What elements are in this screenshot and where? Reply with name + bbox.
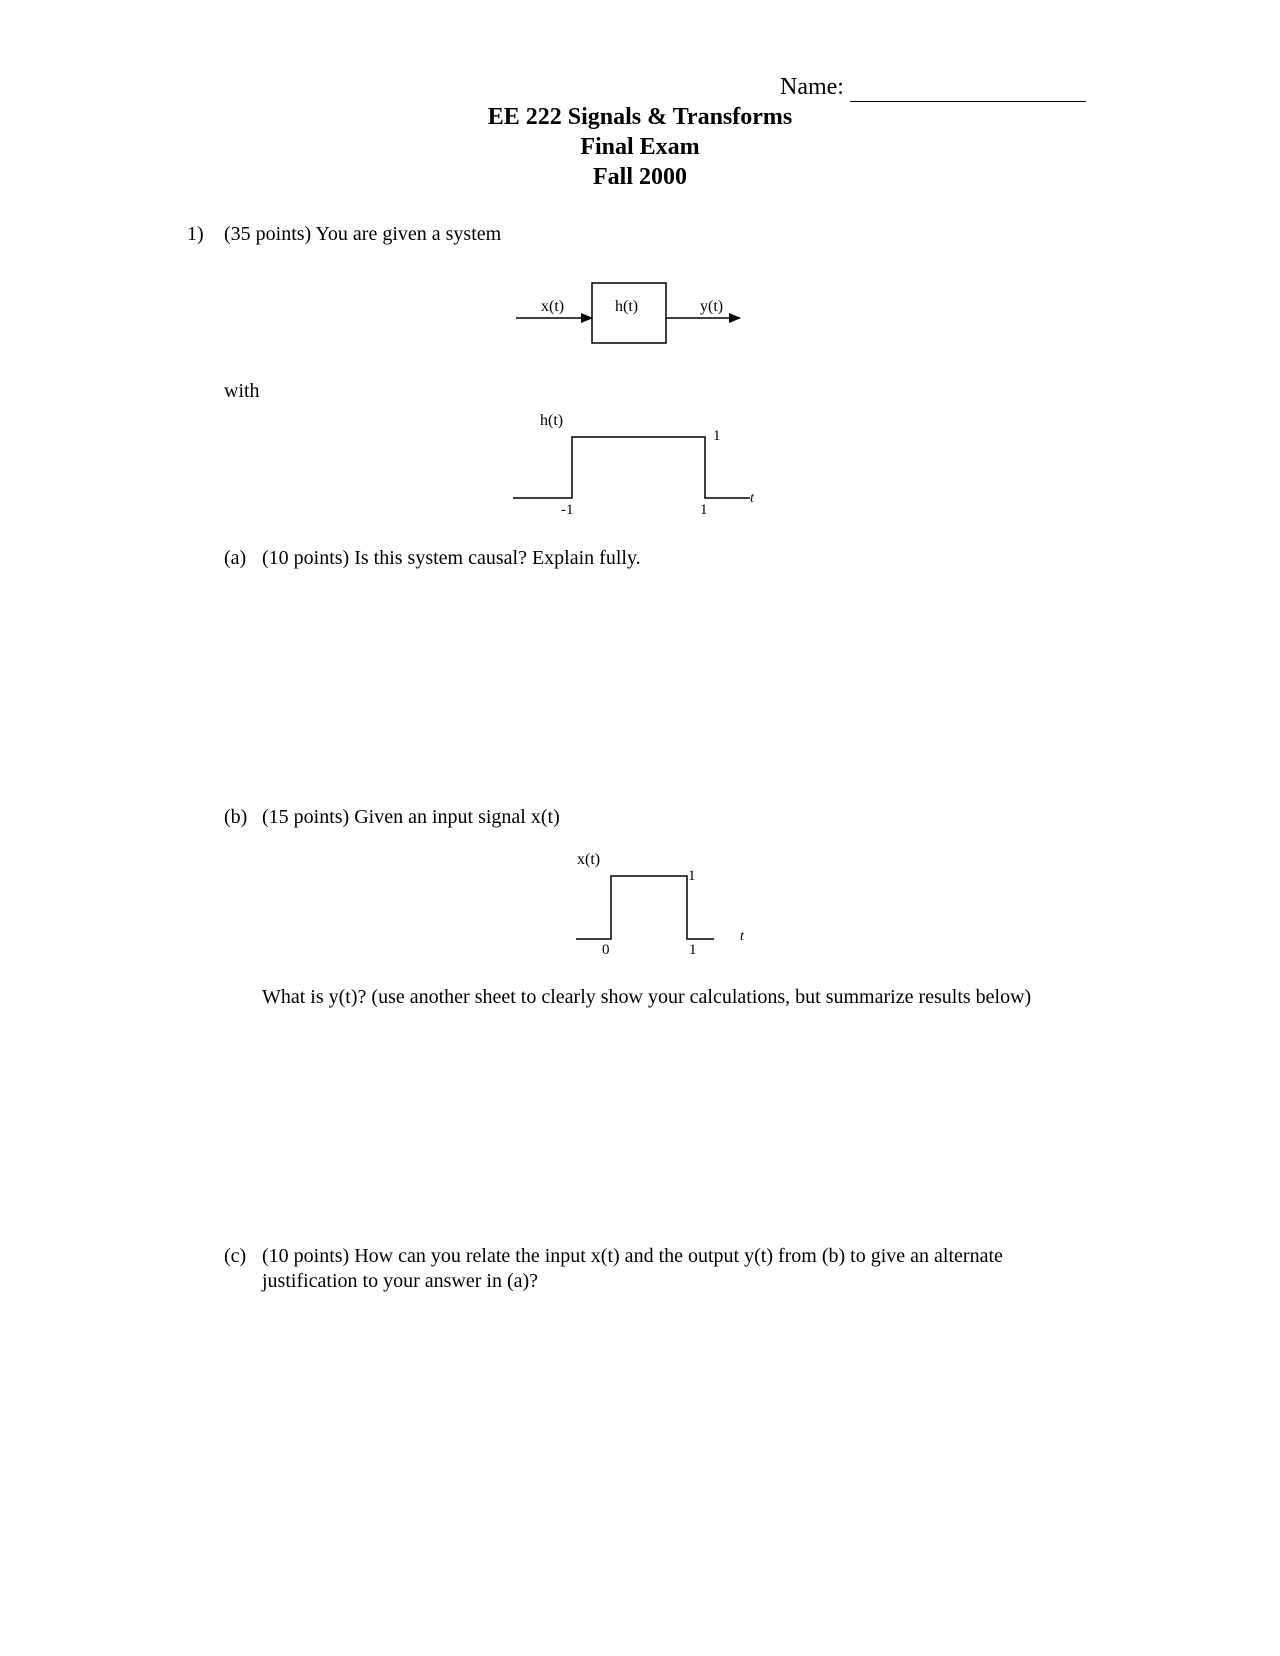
part-a-label: (a)	[224, 547, 247, 569]
part-b-followup: What is y(t)? (use another sheet to clearly show your calculations, but summarize results below)	[262, 986, 1032, 1008]
output-label: y(t)	[700, 298, 724, 315]
x-axis-label: t	[740, 929, 744, 944]
part-c-line2: justification to your answer in (a)?	[262, 1270, 539, 1292]
question-number: 1)	[187, 223, 204, 245]
x-tick-right: 1	[689, 942, 697, 958]
h-tick-right: 1	[700, 502, 708, 518]
exam-subtitle: Final Exam	[580, 134, 700, 160]
part-b-text: (15 points) Given an input signal x(t)	[262, 806, 560, 828]
part-a-text: (10 points) Is this system causal? Explain fully.	[262, 547, 641, 569]
input-label: x(t)	[541, 298, 565, 315]
x-pulse-line	[576, 876, 714, 939]
h-tick-left: -1	[561, 502, 574, 518]
name-label: Name:	[780, 74, 844, 100]
impulse-response-plot	[513, 412, 755, 518]
question-text: (35 points) You are given a system	[224, 223, 502, 245]
box-label: h(t)	[615, 298, 639, 315]
input-signal-plot	[576, 851, 745, 958]
x-tick-left: 0	[602, 942, 610, 958]
block-diagram	[516, 283, 740, 343]
part-b-label: (b)	[224, 806, 248, 828]
exam-term: Fall 2000	[593, 164, 687, 190]
h-plot-ylabel: h(t)	[540, 412, 564, 429]
x-amplitude-label: 1	[688, 868, 696, 884]
h-amplitude-label: 1	[713, 428, 721, 444]
part-c-line1: (10 points) How can you relate the input x(t) and the output y(t) from (b) to give an alternate	[262, 1245, 1003, 1267]
exam-title: EE 222 Signals & Transforms	[487, 104, 793, 130]
part-c-label: (c)	[224, 1245, 247, 1267]
h-axis-label: t	[750, 491, 754, 506]
with-label: with	[224, 380, 260, 402]
h-pulse-line	[513, 437, 750, 498]
x-plot-ylabel: x(t)	[577, 851, 601, 868]
